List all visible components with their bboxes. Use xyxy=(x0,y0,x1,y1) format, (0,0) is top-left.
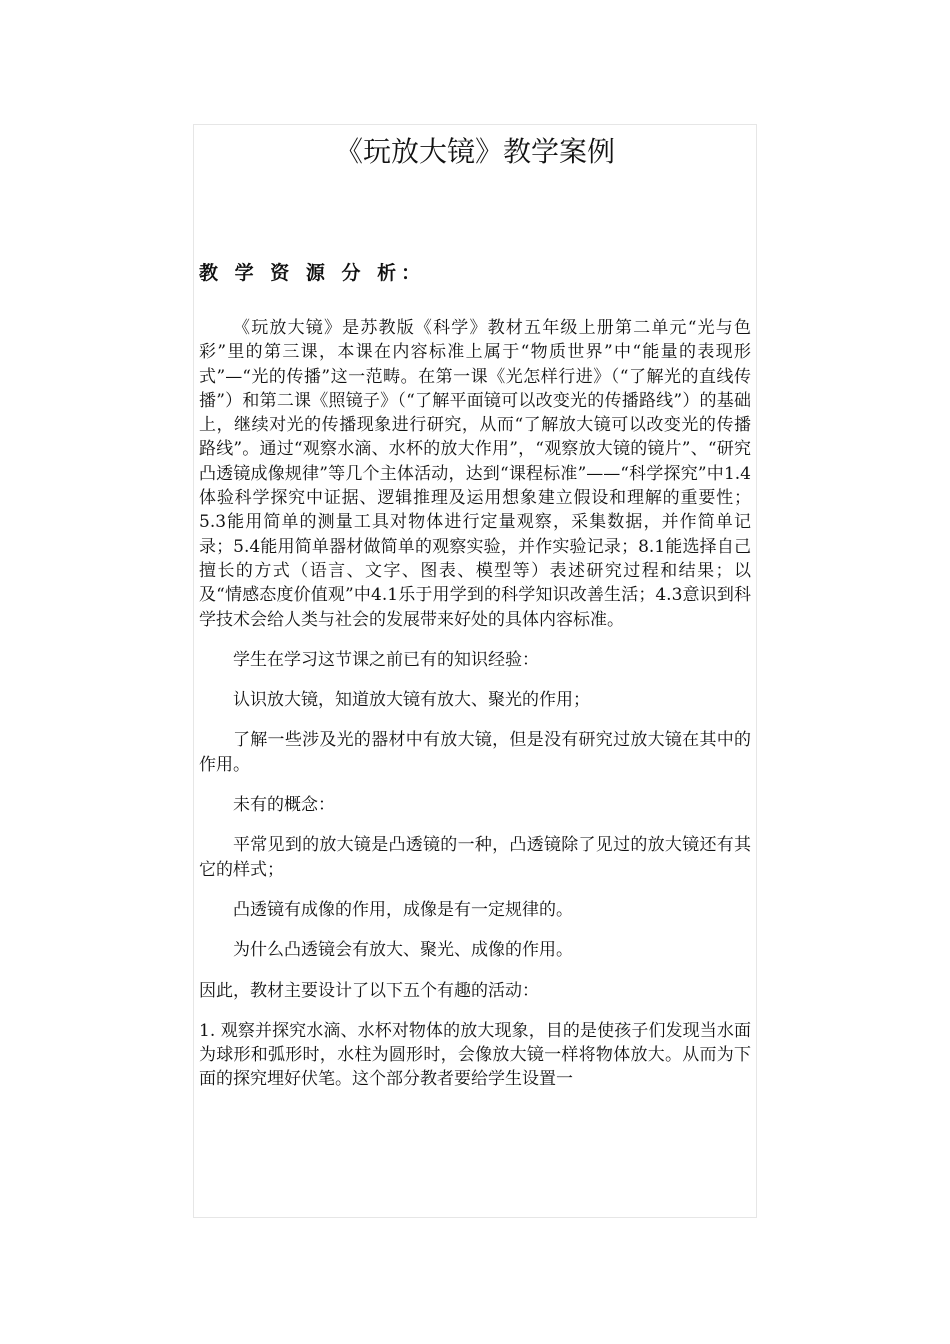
paragraph-intro: 《玩放大镜》是苏教版《科学》教材五年级上册第二单元“光与色彩”里的第三课，本课在内容标准上属于“物质世界”中“能量的表现形式”—“光的传播”这一范畴。在第一课《光怎样行进》（“了解光的直线传播”）和第二课《照镜子》（“了解平面镜可以改变光的传播路线”）的基础上，继续对光的传播现象进行研究，从而“了解放大镜可以改变光的传播路线”。通过“观察水滴、水杯的放大作用”，“观察放大镜的镜片”、“研究凸透镜成像规律”等几个主体活动，达到“课程标准”——“科学探究”中1.4体验科学探究中证据、逻辑推理及运用想象建立假设和理解的重要性；5.3能用简单的测量工具对物体进行定量观察，采集数据，并作简单记录；5.4能用简单器材做简单的观察实验，并作实验记录；8.1能选择自己擅长的方式（语言、文字、图表、模型等）表述研究过程和结果；以及“情感态度价值观”中4.1乐于用学到的科学知识改善生活；4.3意识到科学技术会给人类与社会的发展带来好处的具体内容标准。 xyxy=(199,318,751,630)
paragraph-imaging-rules: 凸透镜有成像的作用，成像是有一定规律的。 xyxy=(233,899,573,920)
document-title: 《玩放大镜》教学案例 xyxy=(334,135,615,168)
paragraph-know-magnifier: 认识放大镜，知道放大镜有放大、聚光的作用； xyxy=(233,690,590,711)
paragraph-convex-lens-types: 平常见到的放大镜是凸透镜的一种，凸透镜除了见过的放大镜还有其它的样式； xyxy=(199,835,751,880)
paragraph-activities-intro: 因此，教材主要设计了以下五个有趣的活动： xyxy=(199,980,539,1001)
paragraph-why-convex: 为什么凸透镜会有放大、聚光、成像的作用。 xyxy=(233,940,573,961)
paragraph-missing-concepts: 未有的概念： xyxy=(233,795,335,816)
section-heading: 教 学 资 源 分 析： xyxy=(199,262,426,284)
paragraph-activity-1: 1. 观察并探究水滴、水杯对物体的放大现象，目的是使孩子们发现当水面为球形和弧形时，水柱为圆形时，会像放大镜一样将物体放大。从而为下面的探究埋好伏笔。这个部分教者要给学生设置一 xyxy=(199,1020,751,1090)
paragraph-prior-knowledge: 学生在学习这节课之前已有的知识经验： xyxy=(233,649,539,670)
document-body xyxy=(199,124,751,1092)
paragraph-equipment: 了解一些涉及光的器材中有放大镜，但是没有研究过放大镜在其中的作用。 xyxy=(199,730,751,775)
